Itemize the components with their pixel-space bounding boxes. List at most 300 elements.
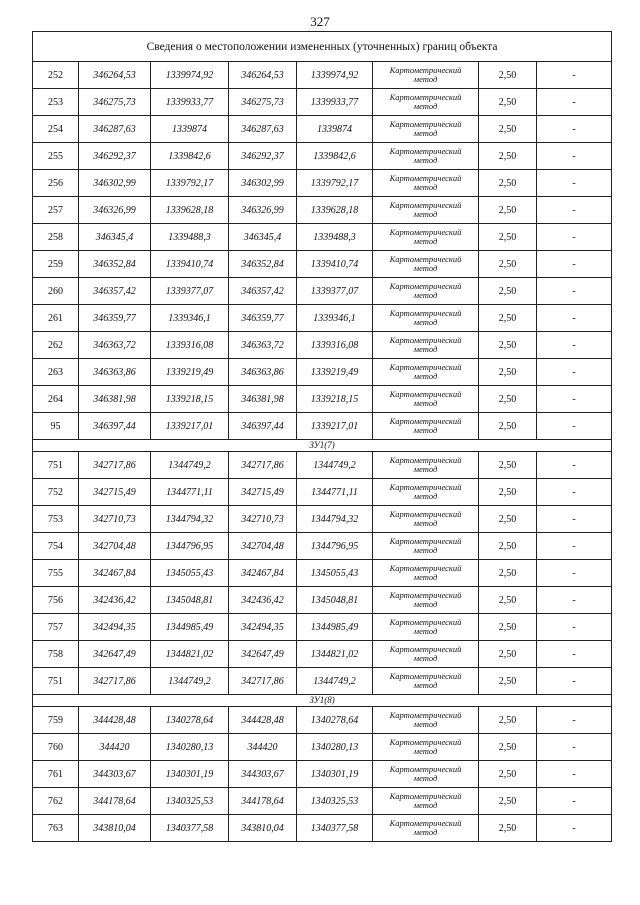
refined-y-cell: 1339377,07: [297, 278, 373, 305]
method-label-line2: метод: [413, 101, 438, 111]
refined-x-cell: 342717,86: [229, 668, 297, 695]
method-label-line2: метод: [413, 545, 438, 555]
method-label-line1: Картометрический: [389, 482, 462, 492]
existing-x-cell: 346363,72: [79, 332, 151, 359]
description-cell: -: [537, 614, 612, 641]
point-number-cell: 262: [33, 332, 79, 359]
table-row: [33, 251, 612, 278]
existing-x-cell: 344303,67: [79, 761, 151, 788]
accuracy-cell: 2,50: [479, 734, 537, 761]
method-label-line1: Картометрический: [389, 146, 462, 156]
method-label-line2: метод: [413, 572, 438, 582]
existing-x-cell: 342494,35: [79, 614, 151, 641]
table-row: [33, 278, 612, 305]
point-number-cell: 753: [33, 506, 79, 533]
existing-y-cell: 1340280,13: [151, 734, 229, 761]
description-cell: -: [537, 116, 612, 143]
existing-y-cell: 1339377,07: [151, 278, 229, 305]
method-cell: [373, 413, 479, 440]
table-row: [33, 761, 612, 788]
existing-x-cell: 346264,53: [79, 62, 151, 89]
method-label-line1: Картометрический: [389, 737, 462, 747]
method-cell: [373, 587, 479, 614]
table-row: [33, 116, 612, 143]
table-row: [33, 707, 612, 734]
description-cell: -: [537, 452, 612, 479]
table-row: [33, 734, 612, 761]
description-cell: -: [537, 170, 612, 197]
refined-x-cell: 342704,48: [229, 533, 297, 560]
existing-x-cell: 346359,77: [79, 305, 151, 332]
point-number-cell: 254: [33, 116, 79, 143]
boundary-coordinates-table: [32, 31, 612, 842]
existing-y-cell: 1344794,32: [151, 506, 229, 533]
table-row: [33, 305, 612, 332]
table-row: [33, 224, 612, 251]
existing-y-cell: 1344771,11: [151, 479, 229, 506]
method-cell: [373, 788, 479, 815]
description-cell: -: [537, 560, 612, 587]
method-label-line2: метод: [413, 155, 438, 165]
method-label-line1: Картометрический: [389, 536, 462, 546]
refined-x-cell: 346275,73: [229, 89, 297, 116]
method-label-line2: метод: [413, 464, 438, 474]
existing-x-cell: 346357,42: [79, 278, 151, 305]
refined-y-cell: 1345048,81: [297, 587, 373, 614]
refined-y-cell: 1345055,43: [297, 560, 373, 587]
refined-y-cell: 1339933,77: [297, 89, 373, 116]
method-label-line2: метод: [413, 746, 438, 756]
refined-y-cell: 1339346,1: [297, 305, 373, 332]
method-label-line1: Картометрический: [389, 335, 462, 345]
existing-x-cell: 346326,99: [79, 197, 151, 224]
refined-x-cell: 342717,86: [229, 452, 297, 479]
description-cell: -: [537, 197, 612, 224]
table-row: [33, 62, 612, 89]
method-cell: [373, 707, 479, 734]
method-label-line1: Картометрический: [389, 644, 462, 654]
method-cell: [373, 62, 479, 89]
point-number-cell: 751: [33, 668, 79, 695]
refined-x-cell: 342494,35: [229, 614, 297, 641]
accuracy-cell: 2,50: [479, 116, 537, 143]
accuracy-cell: 2,50: [479, 560, 537, 587]
description-cell: -: [537, 251, 612, 278]
existing-x-cell: 342467,84: [79, 560, 151, 587]
method-label-line1: Картометрический: [389, 671, 462, 681]
refined-y-cell: 1344821,02: [297, 641, 373, 668]
table-row: [33, 170, 612, 197]
existing-y-cell: 1339933,77: [151, 89, 229, 116]
description-cell: -: [537, 506, 612, 533]
accuracy-cell: 2,50: [479, 788, 537, 815]
accuracy-cell: 2,50: [479, 614, 537, 641]
existing-x-cell: 344178,64: [79, 788, 151, 815]
refined-x-cell: 346292,37: [229, 143, 297, 170]
page-number: 327: [310, 14, 330, 29]
refined-x-cell: 346381,98: [229, 386, 297, 413]
existing-y-cell: 1340278,64: [151, 707, 229, 734]
refined-x-cell: 342710,73: [229, 506, 297, 533]
existing-y-cell: 1344821,02: [151, 641, 229, 668]
method-cell: [373, 386, 479, 413]
accuracy-cell: 2,50: [479, 386, 537, 413]
table-row: [33, 386, 612, 413]
point-number-cell: 255: [33, 143, 79, 170]
method-label-line2: метод: [413, 626, 438, 636]
method-label-line1: Картометрический: [389, 92, 462, 102]
existing-x-cell: 342715,49: [79, 479, 151, 506]
existing-x-cell: 342647,49: [79, 641, 151, 668]
method-label-line2: метод: [413, 209, 438, 219]
method-cell: [373, 197, 479, 224]
table-row: [33, 815, 612, 842]
method-cell: [373, 560, 479, 587]
description-cell: -: [537, 641, 612, 668]
refined-x-cell: 342647,49: [229, 641, 297, 668]
refined-y-cell: 1344749,2: [297, 452, 373, 479]
point-number-cell: 260: [33, 278, 79, 305]
method-label-line2: метод: [413, 518, 438, 528]
existing-y-cell: 1339410,74: [151, 251, 229, 278]
description-cell: -: [537, 359, 612, 386]
existing-x-cell: 343810,04: [79, 815, 151, 842]
point-number-cell: 752: [33, 479, 79, 506]
method-label-line1: Картометрический: [389, 308, 462, 318]
method-cell: [373, 614, 479, 641]
table-title: Сведения о местоположении измененных (уточненных) границ объекта: [33, 32, 612, 62]
accuracy-cell: 2,50: [479, 506, 537, 533]
refined-y-cell: 1344749,2: [297, 668, 373, 695]
accuracy-cell: 2,50: [479, 761, 537, 788]
description-cell: -: [537, 224, 612, 251]
existing-y-cell: 1339792,17: [151, 170, 229, 197]
table-row: [33, 143, 612, 170]
description-cell: -: [537, 386, 612, 413]
existing-x-cell: 342717,86: [79, 452, 151, 479]
point-number-cell: 258: [33, 224, 79, 251]
point-number-cell: 95: [33, 413, 79, 440]
refined-y-cell: 1340377,58: [297, 815, 373, 842]
method-label-line1: Картометрический: [389, 281, 462, 291]
method-cell: [373, 533, 479, 560]
method-cell: [373, 734, 479, 761]
method-cell: [373, 89, 479, 116]
existing-x-cell: 346352,84: [79, 251, 151, 278]
accuracy-cell: 2,50: [479, 224, 537, 251]
refined-x-cell: 346359,77: [229, 305, 297, 332]
method-label-line1: Картометрический: [389, 254, 462, 264]
point-number-cell: 263: [33, 359, 79, 386]
point-number-cell: 252: [33, 62, 79, 89]
accuracy-cell: 2,50: [479, 278, 537, 305]
accuracy-cell: 2,50: [479, 143, 537, 170]
table-title-row: [33, 32, 612, 62]
existing-x-cell: 344428,48: [79, 707, 151, 734]
point-number-cell: 264: [33, 386, 79, 413]
accuracy-cell: 2,50: [479, 89, 537, 116]
existing-y-cell: 1339219,49: [151, 359, 229, 386]
existing-x-cell: 342436,42: [79, 587, 151, 614]
section-label: ЗУ1(8): [33, 695, 612, 707]
point-number-cell: 762: [33, 788, 79, 815]
description-cell: -: [537, 62, 612, 89]
method-label-line2: метод: [413, 236, 438, 246]
existing-y-cell: 1345048,81: [151, 587, 229, 614]
accuracy-cell: 2,50: [479, 359, 537, 386]
accuracy-cell: 2,50: [479, 641, 537, 668]
refined-x-cell: 346287,63: [229, 116, 297, 143]
point-number-cell: 754: [33, 533, 79, 560]
refined-y-cell: 1344794,32: [297, 506, 373, 533]
point-number-cell: 259: [33, 251, 79, 278]
point-number-cell: 256: [33, 170, 79, 197]
description-cell: -: [537, 332, 612, 359]
method-label-line1: Картометрический: [389, 764, 462, 774]
refined-y-cell: 1339410,74: [297, 251, 373, 278]
method-cell: [373, 278, 479, 305]
accuracy-cell: 2,50: [479, 62, 537, 89]
point-number-cell: 261: [33, 305, 79, 332]
table-row: [33, 452, 612, 479]
refined-x-cell: 344178,64: [229, 788, 297, 815]
method-label-line2: метод: [413, 425, 438, 435]
refined-y-cell: 1339316,08: [297, 332, 373, 359]
refined-y-cell: 1339218,15: [297, 386, 373, 413]
description-cell: -: [537, 413, 612, 440]
method-label-line2: метод: [413, 773, 438, 783]
method-cell: [373, 761, 479, 788]
method-label-line1: Картометрический: [389, 791, 462, 801]
existing-x-cell: 346381,98: [79, 386, 151, 413]
existing-y-cell: 1339488,3: [151, 224, 229, 251]
accuracy-cell: 2,50: [479, 707, 537, 734]
description-cell: -: [537, 761, 612, 788]
method-label-line2: метод: [413, 263, 438, 273]
existing-x-cell: 346397,44: [79, 413, 151, 440]
refined-x-cell: 344420: [229, 734, 297, 761]
table-row: [33, 332, 612, 359]
accuracy-cell: 2,50: [479, 170, 537, 197]
table-row: [33, 641, 612, 668]
method-cell: [373, 479, 479, 506]
existing-x-cell: 346363,86: [79, 359, 151, 386]
section-label: ЗУ1(7): [33, 440, 612, 452]
method-label-line2: метод: [413, 719, 438, 729]
existing-x-cell: 344420: [79, 734, 151, 761]
section-row: [33, 440, 612, 452]
existing-y-cell: 1339218,15: [151, 386, 229, 413]
description-cell: -: [537, 668, 612, 695]
refined-y-cell: 1340325,53: [297, 788, 373, 815]
existing-y-cell: 1344749,2: [151, 668, 229, 695]
refined-y-cell: 1340280,13: [297, 734, 373, 761]
table-row: [33, 359, 612, 386]
refined-y-cell: 1340278,64: [297, 707, 373, 734]
method-cell: [373, 143, 479, 170]
accuracy-cell: 2,50: [479, 452, 537, 479]
method-cell: [373, 452, 479, 479]
existing-x-cell: 346287,63: [79, 116, 151, 143]
method-label-line1: Картометрический: [389, 416, 462, 426]
table-row: [33, 614, 612, 641]
method-label-line1: Картометрический: [389, 617, 462, 627]
existing-y-cell: 1345055,43: [151, 560, 229, 587]
method-label-line1: Картометрический: [389, 227, 462, 237]
method-label-line1: Картометрический: [389, 200, 462, 210]
refined-x-cell: 342715,49: [229, 479, 297, 506]
method-label-line1: Картометрический: [389, 590, 462, 600]
method-cell: [373, 170, 479, 197]
method-cell: [373, 305, 479, 332]
table-row: [33, 587, 612, 614]
existing-y-cell: 1339874: [151, 116, 229, 143]
existing-y-cell: 1339346,1: [151, 305, 229, 332]
table-row: [33, 479, 612, 506]
accuracy-cell: 2,50: [479, 332, 537, 359]
method-label-line1: Картометрический: [389, 65, 462, 75]
point-number-cell: 257: [33, 197, 79, 224]
method-label-line2: метод: [413, 74, 438, 84]
point-number-cell: 760: [33, 734, 79, 761]
section-row: [33, 695, 612, 707]
point-number-cell: 758: [33, 641, 79, 668]
existing-y-cell: 1339316,08: [151, 332, 229, 359]
method-label-line2: метод: [413, 290, 438, 300]
table-row: [33, 668, 612, 695]
description-cell: -: [537, 707, 612, 734]
existing-x-cell: 346275,73: [79, 89, 151, 116]
refined-y-cell: 1339974,92: [297, 62, 373, 89]
method-label-line2: метод: [413, 317, 438, 327]
refined-y-cell: 1339628,18: [297, 197, 373, 224]
accuracy-cell: 2,50: [479, 251, 537, 278]
accuracy-cell: 2,50: [479, 413, 537, 440]
description-cell: -: [537, 278, 612, 305]
table-row: [33, 197, 612, 224]
existing-y-cell: 1340377,58: [151, 815, 229, 842]
accuracy-cell: 2,50: [479, 668, 537, 695]
refined-x-cell: 344428,48: [229, 707, 297, 734]
method-cell: [373, 332, 479, 359]
accuracy-cell: 2,50: [479, 197, 537, 224]
point-number-cell: 756: [33, 587, 79, 614]
refined-x-cell: 346264,53: [229, 62, 297, 89]
method-cell: [373, 224, 479, 251]
existing-y-cell: 1344749,2: [151, 452, 229, 479]
table-row: [33, 788, 612, 815]
existing-x-cell: 346292,37: [79, 143, 151, 170]
point-number-cell: 759: [33, 707, 79, 734]
table-row: [33, 533, 612, 560]
refined-x-cell: 346363,86: [229, 359, 297, 386]
point-number-cell: 763: [33, 815, 79, 842]
existing-y-cell: 1339217,01: [151, 413, 229, 440]
existing-y-cell: 1339974,92: [151, 62, 229, 89]
existing-x-cell: 342717,86: [79, 668, 151, 695]
table-row: [33, 413, 612, 440]
refined-x-cell: 342436,42: [229, 587, 297, 614]
accuracy-cell: 2,50: [479, 479, 537, 506]
refined-y-cell: 1344985,49: [297, 614, 373, 641]
existing-y-cell: 1339842,6: [151, 143, 229, 170]
method-cell: [373, 815, 479, 842]
method-label-line2: метод: [413, 680, 438, 690]
description-cell: -: [537, 305, 612, 332]
method-label-line1: Картометрический: [389, 455, 462, 465]
refined-x-cell: 344303,67: [229, 761, 297, 788]
description-cell: -: [537, 533, 612, 560]
accuracy-cell: 2,50: [479, 815, 537, 842]
description-cell: -: [537, 143, 612, 170]
method-cell: [373, 251, 479, 278]
method-label-line1: Картометрический: [389, 119, 462, 129]
existing-y-cell: 1340325,53: [151, 788, 229, 815]
method-label-line2: метод: [413, 800, 438, 810]
refined-y-cell: 1339792,17: [297, 170, 373, 197]
method-label-line2: метод: [413, 398, 438, 408]
existing-y-cell: 1344985,49: [151, 614, 229, 641]
table-row: [33, 506, 612, 533]
description-cell: -: [537, 89, 612, 116]
refined-x-cell: 342467,84: [229, 560, 297, 587]
refined-x-cell: 343810,04: [229, 815, 297, 842]
method-label-line2: метод: [413, 653, 438, 663]
method-label-line1: Картометрический: [389, 509, 462, 519]
method-cell: [373, 641, 479, 668]
method-label-line1: Картометрический: [389, 710, 462, 720]
method-label-line1: Картометрический: [389, 563, 462, 573]
point-number-cell: 757: [33, 614, 79, 641]
existing-x-cell: 346302,99: [79, 170, 151, 197]
point-number-cell: 253: [33, 89, 79, 116]
refined-y-cell: 1340301,19: [297, 761, 373, 788]
refined-y-cell: 1339217,01: [297, 413, 373, 440]
existing-x-cell: 342710,73: [79, 506, 151, 533]
method-cell: [373, 116, 479, 143]
accuracy-cell: 2,50: [479, 587, 537, 614]
refined-x-cell: 346357,42: [229, 278, 297, 305]
refined-y-cell: 1344796,95: [297, 533, 373, 560]
refined-x-cell: 346397,44: [229, 413, 297, 440]
method-label-line2: метод: [413, 827, 438, 837]
method-label-line1: Картометрический: [389, 818, 462, 828]
method-cell: [373, 668, 479, 695]
description-cell: -: [537, 788, 612, 815]
existing-y-cell: 1340301,19: [151, 761, 229, 788]
table-row: [33, 89, 612, 116]
method-label-line2: метод: [413, 599, 438, 609]
description-cell: -: [537, 734, 612, 761]
description-cell: -: [537, 815, 612, 842]
existing-y-cell: 1339628,18: [151, 197, 229, 224]
method-label-line2: метод: [413, 371, 438, 381]
description-cell: -: [537, 479, 612, 506]
existing-x-cell: 342704,48: [79, 533, 151, 560]
accuracy-cell: 2,50: [479, 533, 537, 560]
method-cell: [373, 506, 479, 533]
accuracy-cell: 2,50: [479, 305, 537, 332]
existing-x-cell: 346345,4: [79, 224, 151, 251]
point-number-cell: 761: [33, 761, 79, 788]
description-cell: -: [537, 587, 612, 614]
refined-y-cell: 1339842,6: [297, 143, 373, 170]
existing-y-cell: 1344796,95: [151, 533, 229, 560]
refined-x-cell: 346345,4: [229, 224, 297, 251]
method-label-line2: метод: [413, 182, 438, 192]
refined-x-cell: 346302,99: [229, 170, 297, 197]
refined-x-cell: 346326,99: [229, 197, 297, 224]
